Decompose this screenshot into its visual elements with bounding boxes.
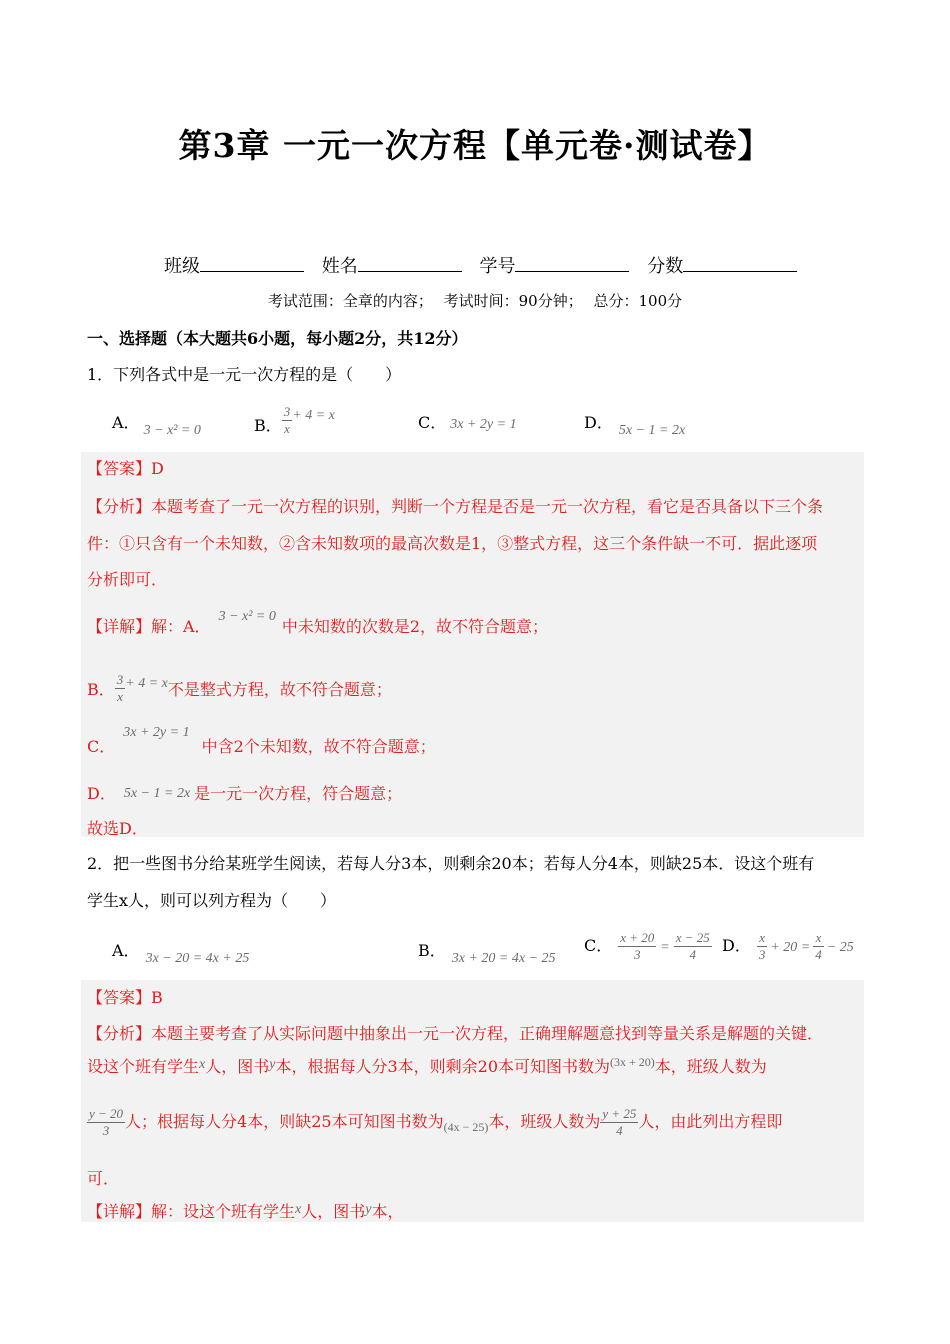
q1-frac-b: $\frac{3}{x}$ <box>283 404 291 436</box>
q2-stem-line1: 2．把一些图书分给某班学生阅读，若每人分3本，则剩余20本；若每人分4本，则缺25本．设这个班有 <box>87 854 815 873</box>
class-blank[interactable] <box>200 252 304 272</box>
class-label: 班级 <box>164 256 200 277</box>
q1-analysis-line2: 件：①只含有一个未知数，②含未知数项的最高次数是1，③整式方程，这三个条件缺一不可．据此逐项 <box>87 534 818 553</box>
q1-option-a[interactable]: A． 3 − x² = 0 <box>112 413 201 438</box>
q1-answer: 【答案】D <box>87 459 164 478</box>
id-blank[interactable] <box>515 252 629 272</box>
q2-analysis-line1: 【分析】本题主要考查了从实际问题中抽象出一元一次方程，正确理解题意找到等量关系是解题的关键． <box>87 1024 824 1043</box>
q2-analysis-line4: 可． <box>87 1169 120 1188</box>
exam-scope: 考试范围：全章的内容； 考试时间：90分钟； 总分：100分 <box>267 292 683 310</box>
q1-option-b[interactable]: B． $\frac{3}{x}$ + 4 = x <box>254 404 335 436</box>
q2-stem-line2: 学生x人，则可以列方程为（ ） <box>87 891 337 910</box>
q2-solution-box <box>81 980 864 1222</box>
q1-detail-c: C．3x + 2y = 1中含2个未知数，故不符合题意； <box>87 725 436 756</box>
q2-math-a: 3x − 20 = 4x + 25 <box>145 951 250 966</box>
section-heading: 一、选择题（本大题共6小题，每小题2分，共12分） <box>87 329 468 348</box>
name-label: 姓名 <box>321 256 358 277</box>
score-label: 分数 <box>647 256 684 277</box>
q1-option-d[interactable]: D． 5x − 1 = 2x <box>584 413 686 438</box>
q2-analysis-line2: 设这个班有学生x人，图书y本，根据每人分3本，则剩余20本可知图书数为$^{(3x + 20)}$本，班级人数为 <box>87 1055 767 1076</box>
q1-math-d: 5x − 1 = 2x <box>618 423 686 438</box>
q1-option-c[interactable]: C． 3x + 2y = 1 <box>418 413 517 432</box>
q1-analysis-line3: 分析即可． <box>87 570 168 589</box>
page-title: 第3章 一元一次方程【单元卷·测试卷】 <box>178 126 772 165</box>
info-line <box>164 252 809 278</box>
q2-math-b: 3x + 20 = 4x − 25 <box>451 951 556 966</box>
q2-option-d[interactable]: D． $\frac{x}{3}$ + 20 = $\frac{x}{4}$ − 25 <box>722 930 854 962</box>
q1-math-c: 3x + 2y = 1 <box>450 417 517 432</box>
q1-analysis-line1: 【分析】本题考查了一元一次方程的识别，判断一个方程是否是一元一次方程，看它是否具备以下三个条 <box>87 497 824 516</box>
q1-conclusion: 故选D． <box>87 819 148 838</box>
name-blank[interactable] <box>358 252 462 272</box>
score-blank[interactable] <box>683 252 797 272</box>
q1-stem: 1．下列各式中是一元一次方程的是（ ） <box>87 365 402 384</box>
q1-detail-a: 【详解】解：A．3 − x² = 0中未知数的次数是2，故不符合题意； <box>87 609 549 636</box>
q1-math-a: 3 − x² = 0 <box>143 423 201 438</box>
q2-answer: 【答案】B <box>87 988 163 1007</box>
q2-analysis-line3: $\frac{y - 20}{3}$ 人；根据每人分4本，则缺25本可知图书数为$_{(4x - 25)}$本，班级人数为 $\frac{y + 25}{4}$ 人，由此列出方程即 <box>89 1106 783 1138</box>
q2-detail: 【详解】解：设这个班有学生x人，图书y本， <box>87 1202 404 1221</box>
q2-option-c[interactable]: C． $\frac{x + 20}{3}$ = $\frac{x - 25}{4}$ <box>584 930 710 962</box>
q2-option-b[interactable]: B． 3x + 20 = 4x − 25 <box>418 941 556 966</box>
id-label: 学号 <box>479 256 516 277</box>
q2-option-a[interactable]: A． 3x − 20 = 4x + 25 <box>112 941 250 966</box>
q1-detail-b: B． $\frac{3}{x}$ + 4 = x不是整式方程，故不符合题意； <box>87 672 392 704</box>
q1-detail-d: D． 5x − 1 = 2x 是一元一次方程，符合题意； <box>87 784 403 803</box>
